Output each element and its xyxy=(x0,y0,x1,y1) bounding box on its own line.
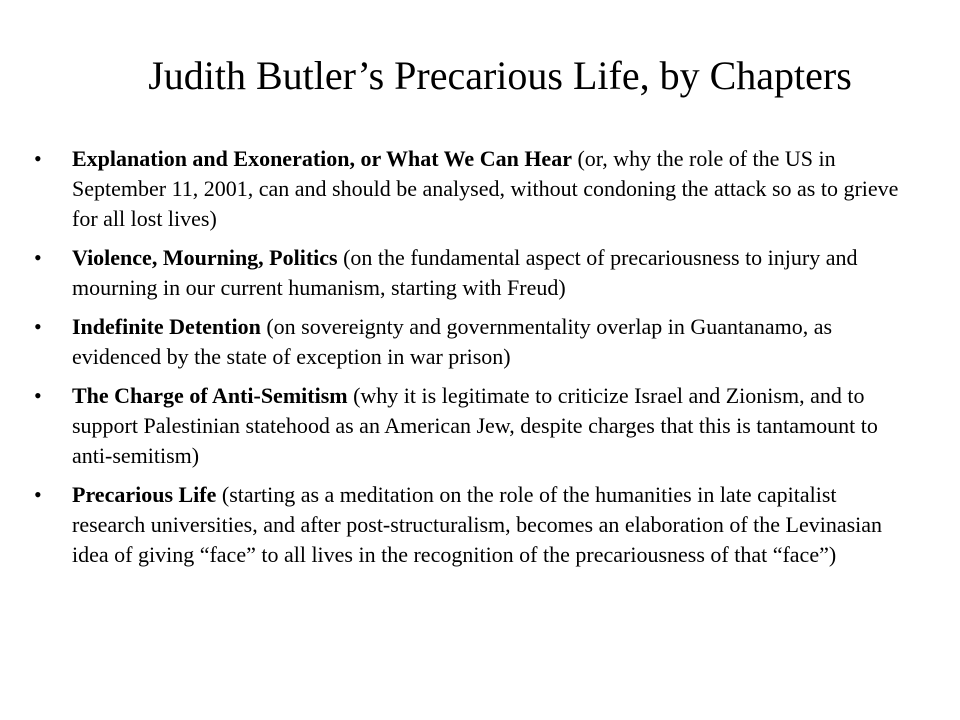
bullet-icon: • xyxy=(34,314,42,339)
bullet-icon: • xyxy=(34,383,42,408)
bullet-icon: • xyxy=(34,482,42,507)
chapter-description: (on the fundamental aspect of precariousness to injury and mourning in our current humanism, starting with Freud) xyxy=(72,245,858,300)
chapter-title: Explanation and Exoneration, or What We Can Hear xyxy=(72,146,572,171)
chapter-description: (starting as a meditation on the role of the humanities in late capitalist research universities, and after post-structuralism, becomes an elaboration of the Levinasian idea of giving “face” to all lives in the recognition of the precariousness of that “face”) xyxy=(72,482,883,567)
chapter-description: (why it is legitimate to criticize Israel and Zionism, and to support Palestinian statehood as an American Jew, despite charges that this is tantamount to anti-semitism) xyxy=(72,383,878,468)
bullet-icon: • xyxy=(34,245,42,270)
chapter-title: Indefinite Detention xyxy=(72,314,261,339)
bullet-list xyxy=(34,144,908,579)
list-item xyxy=(34,312,908,372)
list-item xyxy=(34,243,908,303)
chapter-title: The Charge of Anti-Semitism xyxy=(72,383,348,408)
list-item xyxy=(34,144,908,234)
slide-title: Judith Butler’s Precarious Life, by Chapters xyxy=(148,53,852,98)
chapter-description: (on sovereignty and governmentality overlap in Guantanamo, as evidenced by the state of exception in war prison) xyxy=(72,314,833,369)
list-item xyxy=(34,381,908,471)
chapter-title: Precarious Life xyxy=(72,482,217,507)
chapter-title: Violence, Mourning, Politics xyxy=(72,245,338,270)
list-item xyxy=(34,480,908,570)
chapter-description: (or, why the role of the US in September 11, 2001, can and should be analysed, without condoning the attack so as to grieve for all lost lives) xyxy=(72,146,899,231)
bullet-icon: • xyxy=(34,146,42,171)
